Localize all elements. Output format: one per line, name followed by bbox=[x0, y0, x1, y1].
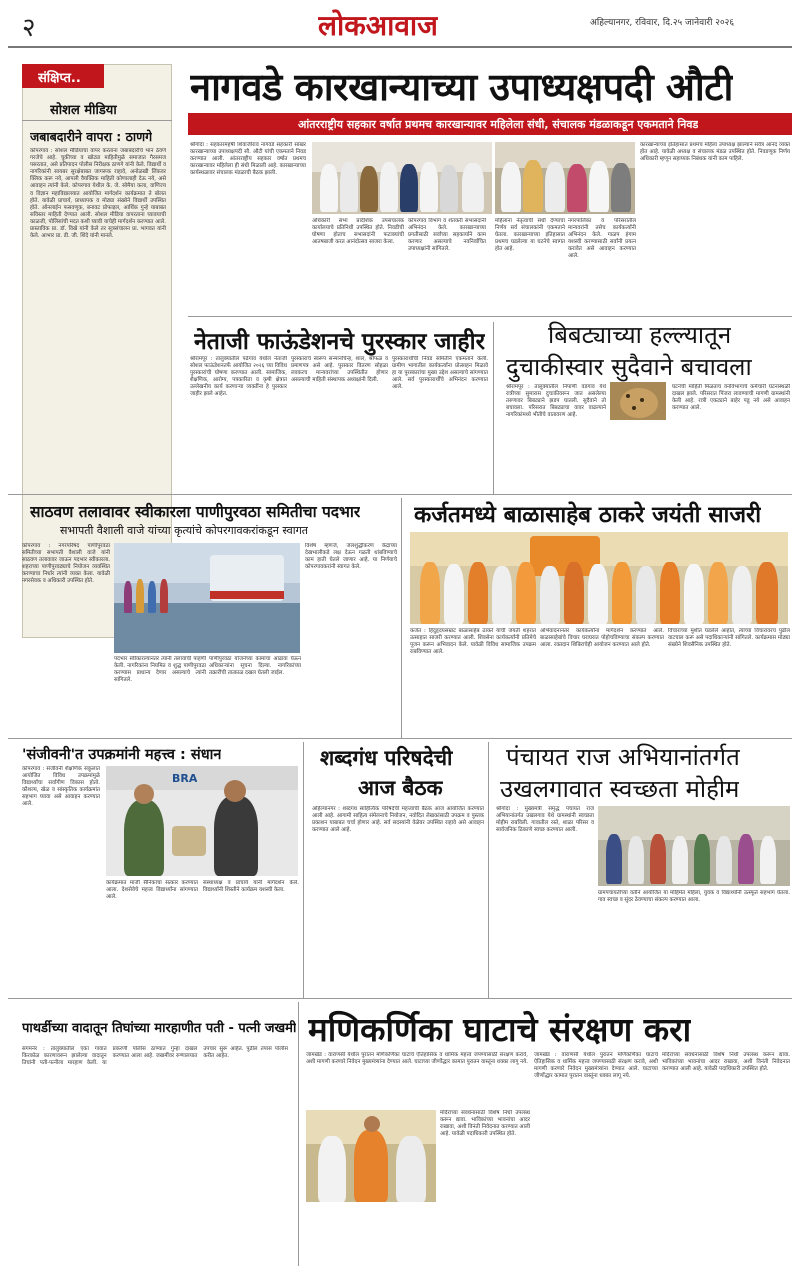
thackeray-body-col2: अभिवादनानंतर कार्यकर्त्यांना मार्गदर्शन करण्यात आले. बाळासाहेबांचे विचार घराघरात पोहोचविण्याचा संकल्प करण्यात आला. रक्तदान शिबिराचेही आयोजन करण्यात आले होते. bbox=[540, 628, 664, 649]
lead-body-col4: कोपरगाव विभाग व शेतकरी सभासदांनी अभिनंदन केले. कारखान्याच्या प्रगतीसाठी सर्वांच्या सहकार्याने काम करणार असल्याचे नवनिर्वाचित उपाध्यक्षांनी सांगितले. bbox=[408, 218, 486, 253]
lead-subhead: आंतरराष्ट्रीय सहकार वर्षात प्रथमच कारखान्यावर महिलेला संधी, संचालक मंडळाकडून एकमताने निवड bbox=[298, 118, 699, 131]
netaji-body-col3: पुरस्कारार्थींची निवड समितीने एकमताने केली. ग्रामीण भागातील कार्यकर्त्यांना प्रोत्साहन मिळावे हा या पुरस्कारांचा मुख्य उद्देश असल्याचे सांगण्यात आले. सर्व पुरस्कारार्थींचे अभिनंदन करण्यात आले. bbox=[392, 356, 488, 391]
manikarnika-body-col2: मंदिरांच्या संवर्धनासाठी विशेष निधी उपलब्ध करून द्यावा. भाविकांच्या भावनांचा आदर राखावा, अशी विनंती निवेदनात करण्यात आली आहे. यावेळी पदाधिकारी उपस्थित होते. bbox=[440, 1110, 530, 1138]
accident-body: संगमनेर : तालुक्यातील एका गावात किरकोळ कारणावरून झालेल्या वादातून तिघांनी पती-पत्नीला मारहाण केली. या प्रकरणी पोलीस ठाण्यात गुन्हा दाखल करण्यात आला आहे. जखमींवर रुग्णालयात उपचार सुरू आहेत. पुढील तपास पोलीस करीत आहेत. bbox=[22, 1046, 288, 1067]
netaji-body-col1: श्रीरामपूर : तालुक्यातील पढेगाव येथील नेताजी सोशल फाऊंडेशनतर्फे आयोजित २०२६ च्या विविध पुरस्कारांची घोषणा करण्यात आली. सामाजिक, शैक्षणिक, आरोग्य, पत्रकारिता व कृषी क्षेत्रात उल्लेखनीय कार्य करणाऱ्या व्यक्तींना हे पुरस्कार जाहीर झाले आहेत. bbox=[190, 356, 287, 398]
thackeray-photo bbox=[410, 532, 788, 624]
lead-photo-delegation bbox=[312, 142, 492, 214]
lake-headline: साठवण तलावावर स्वीकारला पाणीपुरवठा समितीचा पदभार bbox=[30, 503, 361, 521]
lead-body-col2: कारखान्याच्या इतिहासात प्रथमच महिला उपाध्यक्ष झाल्याने सर्वत्र आनंद व्यक्त होत आहे. यावेळी अध्यक्ष व संचालक मंडळ उपस्थित होते. निवडणूक निर्णय अधिकारी म्हणून सहाय्यक निबंधक यांनी काम पाहिले. bbox=[640, 142, 790, 163]
lead-body-col1: श्रीगोंदा : सहकारमहर्षी शिवाजीराव नागवडे सहकारी साखर कारखान्याच्या उपाध्यक्षपदी सौ. औटी यांची एकमताने निवड करण्यात आली. आंतरराष्ट्रीय सहकार वर्षात प्रथमच कारखान्यावर महिलेला ही संधी मिळाली आहे. कारखान्याच्या कार्यस्थळावर संचालक मंडळाची बैठक झाली. bbox=[190, 142, 306, 177]
shabdagandh-headline-2: आज बैठक bbox=[358, 776, 443, 800]
sidebar-section: सोशल मीडिया bbox=[50, 103, 117, 118]
leopard-headline-1: बिबट्याच्या हल्ल्यातून bbox=[548, 321, 732, 349]
shabdagandh-headline-1: शब्दगंध परिषदेची bbox=[320, 746, 453, 770]
masthead bbox=[0, 0, 800, 48]
accident-headline: पाथर्डीच्या वादातून तिघांच्या मारहाणीत पती - पत्नी जखमी bbox=[22, 1021, 297, 1036]
netaji-headline: नेताजी फाऊंडेशनचे पुरस्कार जाहीर bbox=[194, 329, 485, 355]
manikarnika-body-col4: मंदिरांच्या संवर्धनासाठी विशेष निधी उपलब्ध करून द्यावा. भाविकांच्या भावनांचा आदर राखावा, अशी विनंती निवेदनात करण्यात आली आहे. यावेळी पदाधिकारी उपस्थित होते. bbox=[662, 1052, 790, 1073]
leopard-headline-2: दुचाकीस्वार सुदैवाने बचावला bbox=[506, 353, 752, 381]
leopard-photo bbox=[610, 382, 666, 420]
panchayat-photo bbox=[598, 806, 790, 886]
manikarnika-body-col3: जामखेड : वाराणसी येथील पुरातन मणिकर्णिका घाटाचे ऐतिहासिक व धार्मिक महत्त्व जपण्यासाठी संरक्षण करावे, अशी मागणी करणारे निवेदन मुख्यमंत्र्यांना देण्यात आले. घाटाच्या जीर्णोद्धार कामात पुरातन वास्तूंना धक्का लागू नये. bbox=[534, 1052, 658, 1080]
manikarnika-photo bbox=[306, 1110, 436, 1202]
panchayat-body-col1: श्रीगोंदा : मुख्यमंत्री समृद्ध पंचायत राज अभियानांतर्गत उखलगाव येथे ग्रामस्थांनी स्वच्छता मोहीम राबविली. गावातील रस्ते, शाळा परिसर व सार्वजनिक ठिकाणे स्वच्छ करण्यात आली. bbox=[496, 806, 594, 834]
dateline: अहिल्यानगर, रविवार, दि.२५ जानेवारी २०२६ bbox=[590, 18, 734, 28]
lead-body-col6: नगरपालिका व परिसरातील मान्यवरांनी तसेच कार्यकर्त्यांनी अभिनंदन केले. गाळप हंगाम यशस्वी करण्यासाठी सर्वांनी प्रयत्न करावेत असे आवाहन करण्यात आले. bbox=[568, 218, 636, 260]
accident-divider bbox=[298, 1002, 299, 1266]
thackeray-headline: कर्जतमध्ये बाळासाहेब ठाकरे जयंती साजरी bbox=[414, 502, 762, 528]
sanjeevani-body-col2: कार्यक्रमात माजी सैनिकांचा सत्कार करण्यात आला. देशसेवेचे महत्त्व विद्यार्थ्यांना सांगण्यात आले. bbox=[106, 880, 198, 901]
page-number: २ bbox=[22, 13, 36, 43]
lake-thackeray-divider bbox=[401, 498, 402, 738]
netaji-leopard-divider bbox=[493, 322, 494, 494]
panchayat-headline-2: उखलगावात स्वच्छता मोहीम bbox=[500, 775, 740, 803]
row2-bottom-rule bbox=[8, 494, 792, 495]
shabdagandh-body: अहिल्यानगर : शब्दगंध साहित्यिक परिषदेची महत्त्वाची बैठक आज आयोजित करण्यात आली आहे. आगामी साहित्य संमेलनाचे नियोजन, नवोदित लेखकांसाठी उपक्रम व पुस्तक प्रकाशन याबाबत चर्चा होणार आहे. सर्व सदस्यांनी वेळेवर उपस्थित राहावे असे आवाहन करण्यात आले आहे. bbox=[312, 806, 484, 834]
sanjeevani-headline: 'संजीवनी'त उपक्रमांनी महत्त्व : संधान bbox=[22, 747, 222, 763]
sanjeevani-photo: BRA bbox=[106, 766, 298, 876]
sidebar-tag-label: संक्षिप्त.. bbox=[38, 71, 81, 86]
lake-photo bbox=[114, 543, 300, 653]
manikarnika-headline: मणिकर्णिका घाटाचे संरक्षण करा bbox=[308, 1010, 692, 1049]
lake-body-col3: पाणीपुरवठा योजनेच्या कामांचा आढावा घेऊन अधिकाऱ्यांना सूचना दिल्या. नागरिकांच्या तक्रारींची तात्काळ दखल घेतली जाईल. bbox=[209, 656, 301, 677]
thackeray-body-col3: विचारांच्या मुशीत घडलेले आहोत, त्यांच्या विचारांवरच पुढील वाटचाल करू असे पदाधिकाऱ्यांनी सांगितले. कार्यक्रमास मोठ्या संख्येने शिवसैनिक उपस्थित होते. bbox=[668, 628, 790, 649]
sanjeevani-body-col3: संस्थाध्यक्ष व प्राचार्य यांनी मार्गदर्शन केले. विद्यार्थ्यांनी शिस्तीने कार्यक्रम यशस्वी केला. bbox=[203, 880, 299, 894]
paper-name: लोकआवाज bbox=[318, 9, 438, 42]
leopard-body-col1: श्रीरामपूर : तालुक्यातील निपाणी वडगाव येथे रात्रीच्या सुमारास दुचाकीवरून जात असलेल्या तरुणावर बिबट्याने झडप घातली. सुदैवाने तो बचावला. परिसरात बिबट्याचा वावर वाढल्याने नागरिकांमध्ये भीतीचे वातावरण आहे. bbox=[506, 384, 606, 419]
lead-subhead-bar bbox=[188, 113, 792, 135]
shabdagandh-divider bbox=[488, 742, 489, 998]
leopard-body-col2: घटनेची माहिती मिळताच वनविभागाचे कर्मचारी घटनास्थळी दाखल झाले. परिसरात पिंजरा लावण्याची मागणी ग्रामस्थांनी केली आहे. रात्री एकट्याने बाहेर पडू नये असे आवाहन करण्यात आले. bbox=[672, 384, 790, 412]
sidebar-headline: जबाबदारीने वापरा : ठाणगे bbox=[30, 129, 153, 144]
row3-bottom-rule bbox=[8, 738, 792, 739]
manikarnika-body-col1: जामखेड : वाराणसी येथील पुरातन मणिकर्णिका घाटाचे ऐतिहासिक व धार्मिक महत्त्व जपण्यासाठी संरक्षण करावे, अशी मागणी करणारे निवेदन मुख्यमंत्र्यांना देण्यात आले. घाटाच्या जीर्णोद्धार कामात पुरातन वास्तूंना धक्का लागू नये. bbox=[306, 1052, 528, 1066]
panchayat-headline-1: पंचायत राज अभियानांतर्गत bbox=[506, 743, 740, 771]
masthead-rule bbox=[8, 46, 792, 48]
lake-subhead: सभापती वैशाली वाजे यांच्या कृत्यांचे कोपरगावकरांकडून स्वागत bbox=[60, 524, 309, 537]
netaji-body-col2: पुरस्काराचे स्वरूप सन्मानचिन्ह, शाल, श्रीफळ व प्रमाणपत्र असे आहे. पुरस्कार वितरण सोहळा लवकरच मान्यवरांच्या उपस्थितीत होणार असल्याची माहिती संस्थापक अध्यक्षांनी दिली. bbox=[291, 356, 388, 384]
lead-body-col5: महिलांना नेतृत्वाची संधी देण्याचा निर्णय सर्व संचालकांनी एकमताने घेतला. कारखान्याच्या इतिहासात प्रथमच घडलेल्या या घटनेचे स्वागत होत आहे. bbox=[495, 218, 565, 253]
lake-body-col2: पदभार स्वीकारल्यानंतर त्यांनी तलावाची पाहणी केली. नागरिकांना नियमित व शुद्ध पाणीपुरवठा करण्यास प्राधान्य देणार असल्याचे त्यांनी सांगितले. bbox=[114, 656, 206, 684]
sidebar-tag bbox=[22, 64, 104, 88]
sidebar-body: कोपरगाव : सोशल मीडियाचा वापर करताना जबाबदारीचे भान ठेवणे गरजेचे आहे. चुकीच्या व खोट्या माहितीमुळे समाजात गैरसमज पसरतात, असे प्रतिपादन पोलीस निरीक्षक ठाणगे यांनी केले. विद्यार्थी व नागरिकांनी सायबर सुरक्षेबाबत जागरूक राहावे, अनोळखी लिंकवर क्लिक करू नये, आपली वैयक्तिक माहिती कोणालाही देऊ नये, असे आवाहन त्यांनी केले. कोपरगाव येथील के. जे. सोमैया कला, वाणिज्य व विज्ञान महाविद्यालयात आयोजित मार्गदर्शन कार्यक्रमात ते बोलत होते. यावेळी प्राचार्य, प्राध्यापक व मोठ्या संख्येने विद्यार्थी उपस्थित होते. ऑनलाईन फसवणूक, बनावट प्रोफाइल, आर्थिक गुन्हे याबाबत सविस्तर माहिती देण्यात आली. सोशल मीडिया वापरताना घ्यावयाची काळजी, पोलिसांची मदत कशी घ्यावी याचेही मार्गदर्शन करण्यात आले. प्रास्ताविक प्रा. डॉ. विखे यांनी केले तर सूत्रसंचालन प्रा. भागवत यांनी केले. आभार प्रा. डी. जी. शिंदे यांनी मानले. bbox=[30, 148, 166, 240]
row4-bottom-rule bbox=[8, 998, 792, 999]
lead-bottom-rule bbox=[188, 316, 792, 317]
lead-headline: नागवडे कारखान्याच्या उपाध्यक्षपदी औटी bbox=[190, 65, 733, 109]
sidebar-divider bbox=[22, 120, 172, 121]
sanjeevani-body-col1: कोपरगाव : संजीवनी शैक्षणिक संकुलात आयोजित विविध उपक्रमांमुळे विद्यार्थ्यांचा सर्वांगीण विकास होतो. कौशल्य, खेळ व सांस्कृतिक कार्यक्रमांत सहभाग घ्यावा असे आवाहन करण्यात आले. bbox=[22, 766, 100, 808]
lead-photo-felicitation bbox=[495, 142, 635, 214]
thackeray-body-col1: कर्जत : हिंदुहृदयसम्राट बाळासाहेब ठाकरे यांची जयंती शहरात उत्साहात साजरी करण्यात आली. शिवसेना कार्यकर्त्यांनी प्रतिमेचे पूजन करून अभिवादन केले. यावेळी विविध सामाजिक उपक्रम राबविण्यात आले. bbox=[410, 628, 536, 656]
sanjeevani-divider bbox=[303, 742, 304, 998]
lake-body-col1: कोपरगाव : नगरपरिषद पाणीपुरवठा समितीच्या सभापती वैशाली वाजे यांनी साठवण तलावावर जाऊन पदभार स्वीकारला. शहराच्या पाणीपुरवठ्याचे नियोजन व्यवस्थित करण्याचा निर्धार त्यांनी व्यक्त केला. यावेळी नगरसेवक व अधिकारी उपस्थित होते. bbox=[22, 543, 110, 585]
panchayat-body-col2: ग्रामपंचायतीच्या वतीने आयोजित या मोहिमेत महिला, युवक व विद्यार्थ्यांनी उत्स्फूर्त सहभाग घेतला. गाव स्वच्छ व सुंदर ठेवण्याचा संकल्प करण्यात आला. bbox=[598, 890, 790, 904]
lake-body-col4: विशेष म्हणजे, जलशुद्धीकरण केंद्राच्या देखभालीकडे लक्ष देऊन गळती थांबविण्याचे काम हाती घेतले जाणार आहे. या निर्णयाचे कोपरगावकरांनी स्वागत केले. bbox=[305, 543, 397, 571]
lead-body-col3: अधिकारी सभा प्रादेशिक उपसंचालक कार्यालयाचे प्रतिनिधी उपस्थित होते. निवडीची घोषणा होताच सभासदांनी फटाक्यांची आतषबाजी करत आनंदोत्सव साजरा केला. bbox=[312, 218, 404, 246]
